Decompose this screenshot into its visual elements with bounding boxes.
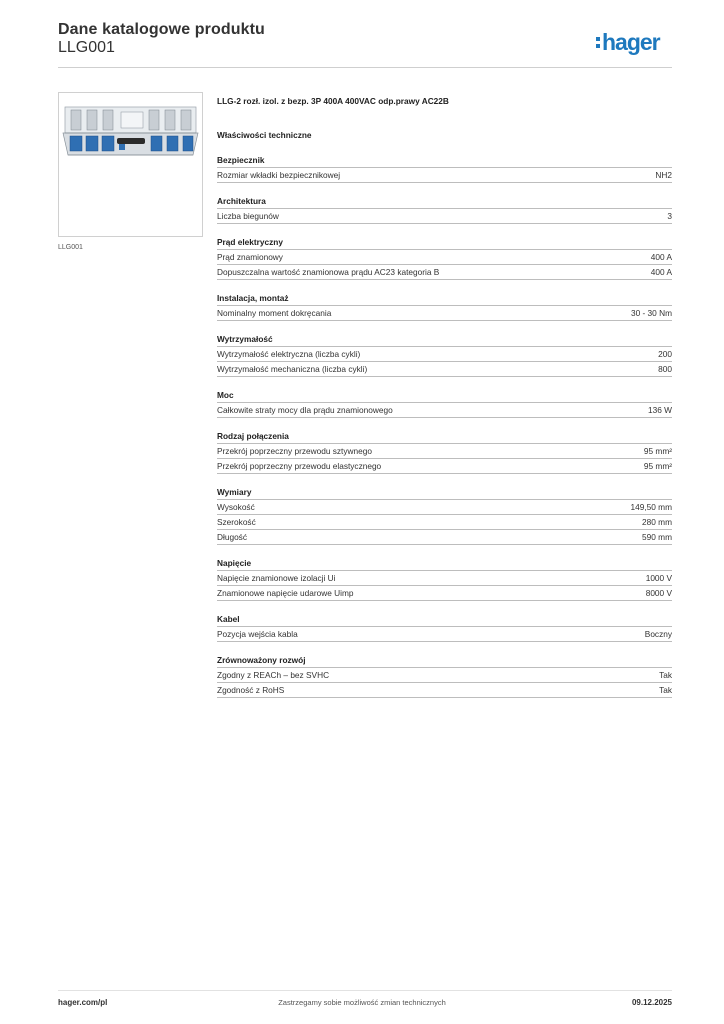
property-label: Wytrzymałość elektryczna (liczba cykli) (217, 349, 361, 359)
property-value: Tak (659, 685, 672, 695)
property-value: 200 (658, 349, 672, 359)
property-value: 3 (667, 211, 672, 221)
property-row (217, 500, 672, 515)
section-title: Bezpiecznik (217, 154, 672, 168)
property-row (217, 459, 672, 474)
property-row (217, 586, 672, 601)
property-section (217, 613, 672, 642)
property-value: 30 - 30 Nm (630, 308, 672, 318)
property-value: 95 mm² (643, 461, 672, 471)
property-value: 149,50 mm (630, 502, 672, 512)
property-value: 136 W (648, 405, 672, 415)
properties-sections (217, 154, 672, 698)
section-title: Instalacja, montaż (217, 292, 672, 306)
property-value: 95 mm² (643, 446, 672, 456)
property-section (217, 557, 672, 601)
image-caption: LLG001 (58, 244, 83, 251)
property-value: 400 A (650, 252, 672, 262)
property-section (217, 430, 672, 474)
property-row (217, 627, 672, 642)
property-row (217, 362, 672, 377)
footer-date: 09.12.2025 (631, 998, 672, 1007)
logo-text: hager (602, 28, 660, 55)
property-row (217, 250, 672, 265)
hager-logo[interactable] (596, 27, 660, 57)
property-row (217, 403, 672, 418)
property-label: Zgodność z RoHS (217, 685, 285, 695)
property-section (217, 389, 672, 418)
property-label: Całkowite straty mocy dla prądu znamionowego (217, 405, 393, 415)
property-section (217, 486, 672, 545)
section-title: Moc (217, 389, 672, 403)
product-description: LLG-2 rozł. izol. z bezp. 3P 400A 400VAC odp.prawy AC22B (217, 96, 449, 106)
property-row (217, 347, 672, 362)
property-row (217, 530, 672, 545)
property-label: Wysokość (217, 502, 255, 512)
property-row (217, 571, 672, 586)
footer-website-link[interactable]: hager.com/pl (58, 998, 108, 1007)
property-section (217, 333, 672, 377)
property-section (217, 154, 672, 183)
property-label: Szerokość (217, 517, 256, 527)
property-label: Znamionowe napięcie udarowe Uimp (217, 588, 354, 598)
product-code: LLG001 (58, 39, 115, 56)
property-value: Tak (659, 670, 672, 680)
property-label: Przekrój poprzeczny przewodu elastycznego (217, 461, 382, 471)
property-section (217, 195, 672, 224)
page-title: Dane katalogowe produktu (58, 21, 265, 38)
property-row (217, 515, 672, 530)
properties-heading: Właściwości techniczne (217, 130, 312, 140)
property-section (217, 654, 672, 698)
property-label: Nominalny moment dokręcania (217, 308, 332, 318)
property-label: Wytrzymałość mechaniczna (liczba cykli) (217, 364, 368, 374)
property-value: 8000 V (645, 588, 672, 598)
section-title: Wymiary (217, 486, 672, 500)
property-row (217, 168, 672, 183)
section-title: Kabel (217, 613, 672, 627)
logo-colon-icon (596, 35, 600, 49)
footer-divider (58, 990, 672, 991)
property-label: Napięcie znamionowe izolacji Ui (217, 573, 336, 583)
footer-notice: Zastrzegamy sobie możliwość zmian technicznych (278, 998, 446, 1007)
section-title: Zrównoważony rozwój (217, 654, 672, 668)
section-title: Rodzaj połączenia (217, 430, 672, 444)
property-value: 590 mm (642, 532, 672, 542)
section-title: Architektura (217, 195, 672, 209)
property-label: Prąd znamionowy (217, 252, 283, 262)
property-row (217, 209, 672, 224)
section-title: Wytrzymałość (217, 333, 672, 347)
property-row (217, 683, 672, 698)
property-label: Zgodny z REACh – bez SVHC (217, 670, 330, 680)
property-section (217, 236, 672, 280)
property-value: 400 A (650, 267, 672, 277)
property-row (217, 668, 672, 683)
property-value: 280 mm (642, 517, 672, 527)
product-image (58, 92, 203, 237)
property-value: 1000 V (645, 573, 672, 583)
property-label: Dopuszczalna wartość znamionowa prądu AC23 kategoria B (217, 267, 440, 277)
property-row (217, 306, 672, 321)
property-value: NH2 (655, 170, 672, 180)
section-title: Napięcie (217, 557, 672, 571)
product-photo-illustration (59, 93, 202, 236)
product-details (217, 94, 672, 698)
property-row (217, 444, 672, 459)
property-row (217, 265, 672, 280)
property-label: Przekrój poprzeczny przewodu sztywnego (217, 446, 372, 456)
property-label: Rozmiar wkładki bezpiecznikowej (217, 170, 341, 180)
property-value: Boczny (644, 629, 672, 639)
property-label: Długość (217, 532, 247, 542)
property-section (217, 292, 672, 321)
header-divider (58, 67, 672, 68)
property-label: Liczba biegunów (217, 211, 279, 221)
property-value: 800 (658, 364, 672, 374)
section-title: Prąd elektryczny (217, 236, 672, 250)
property-label: Pozycja wejścia kabla (217, 629, 298, 639)
